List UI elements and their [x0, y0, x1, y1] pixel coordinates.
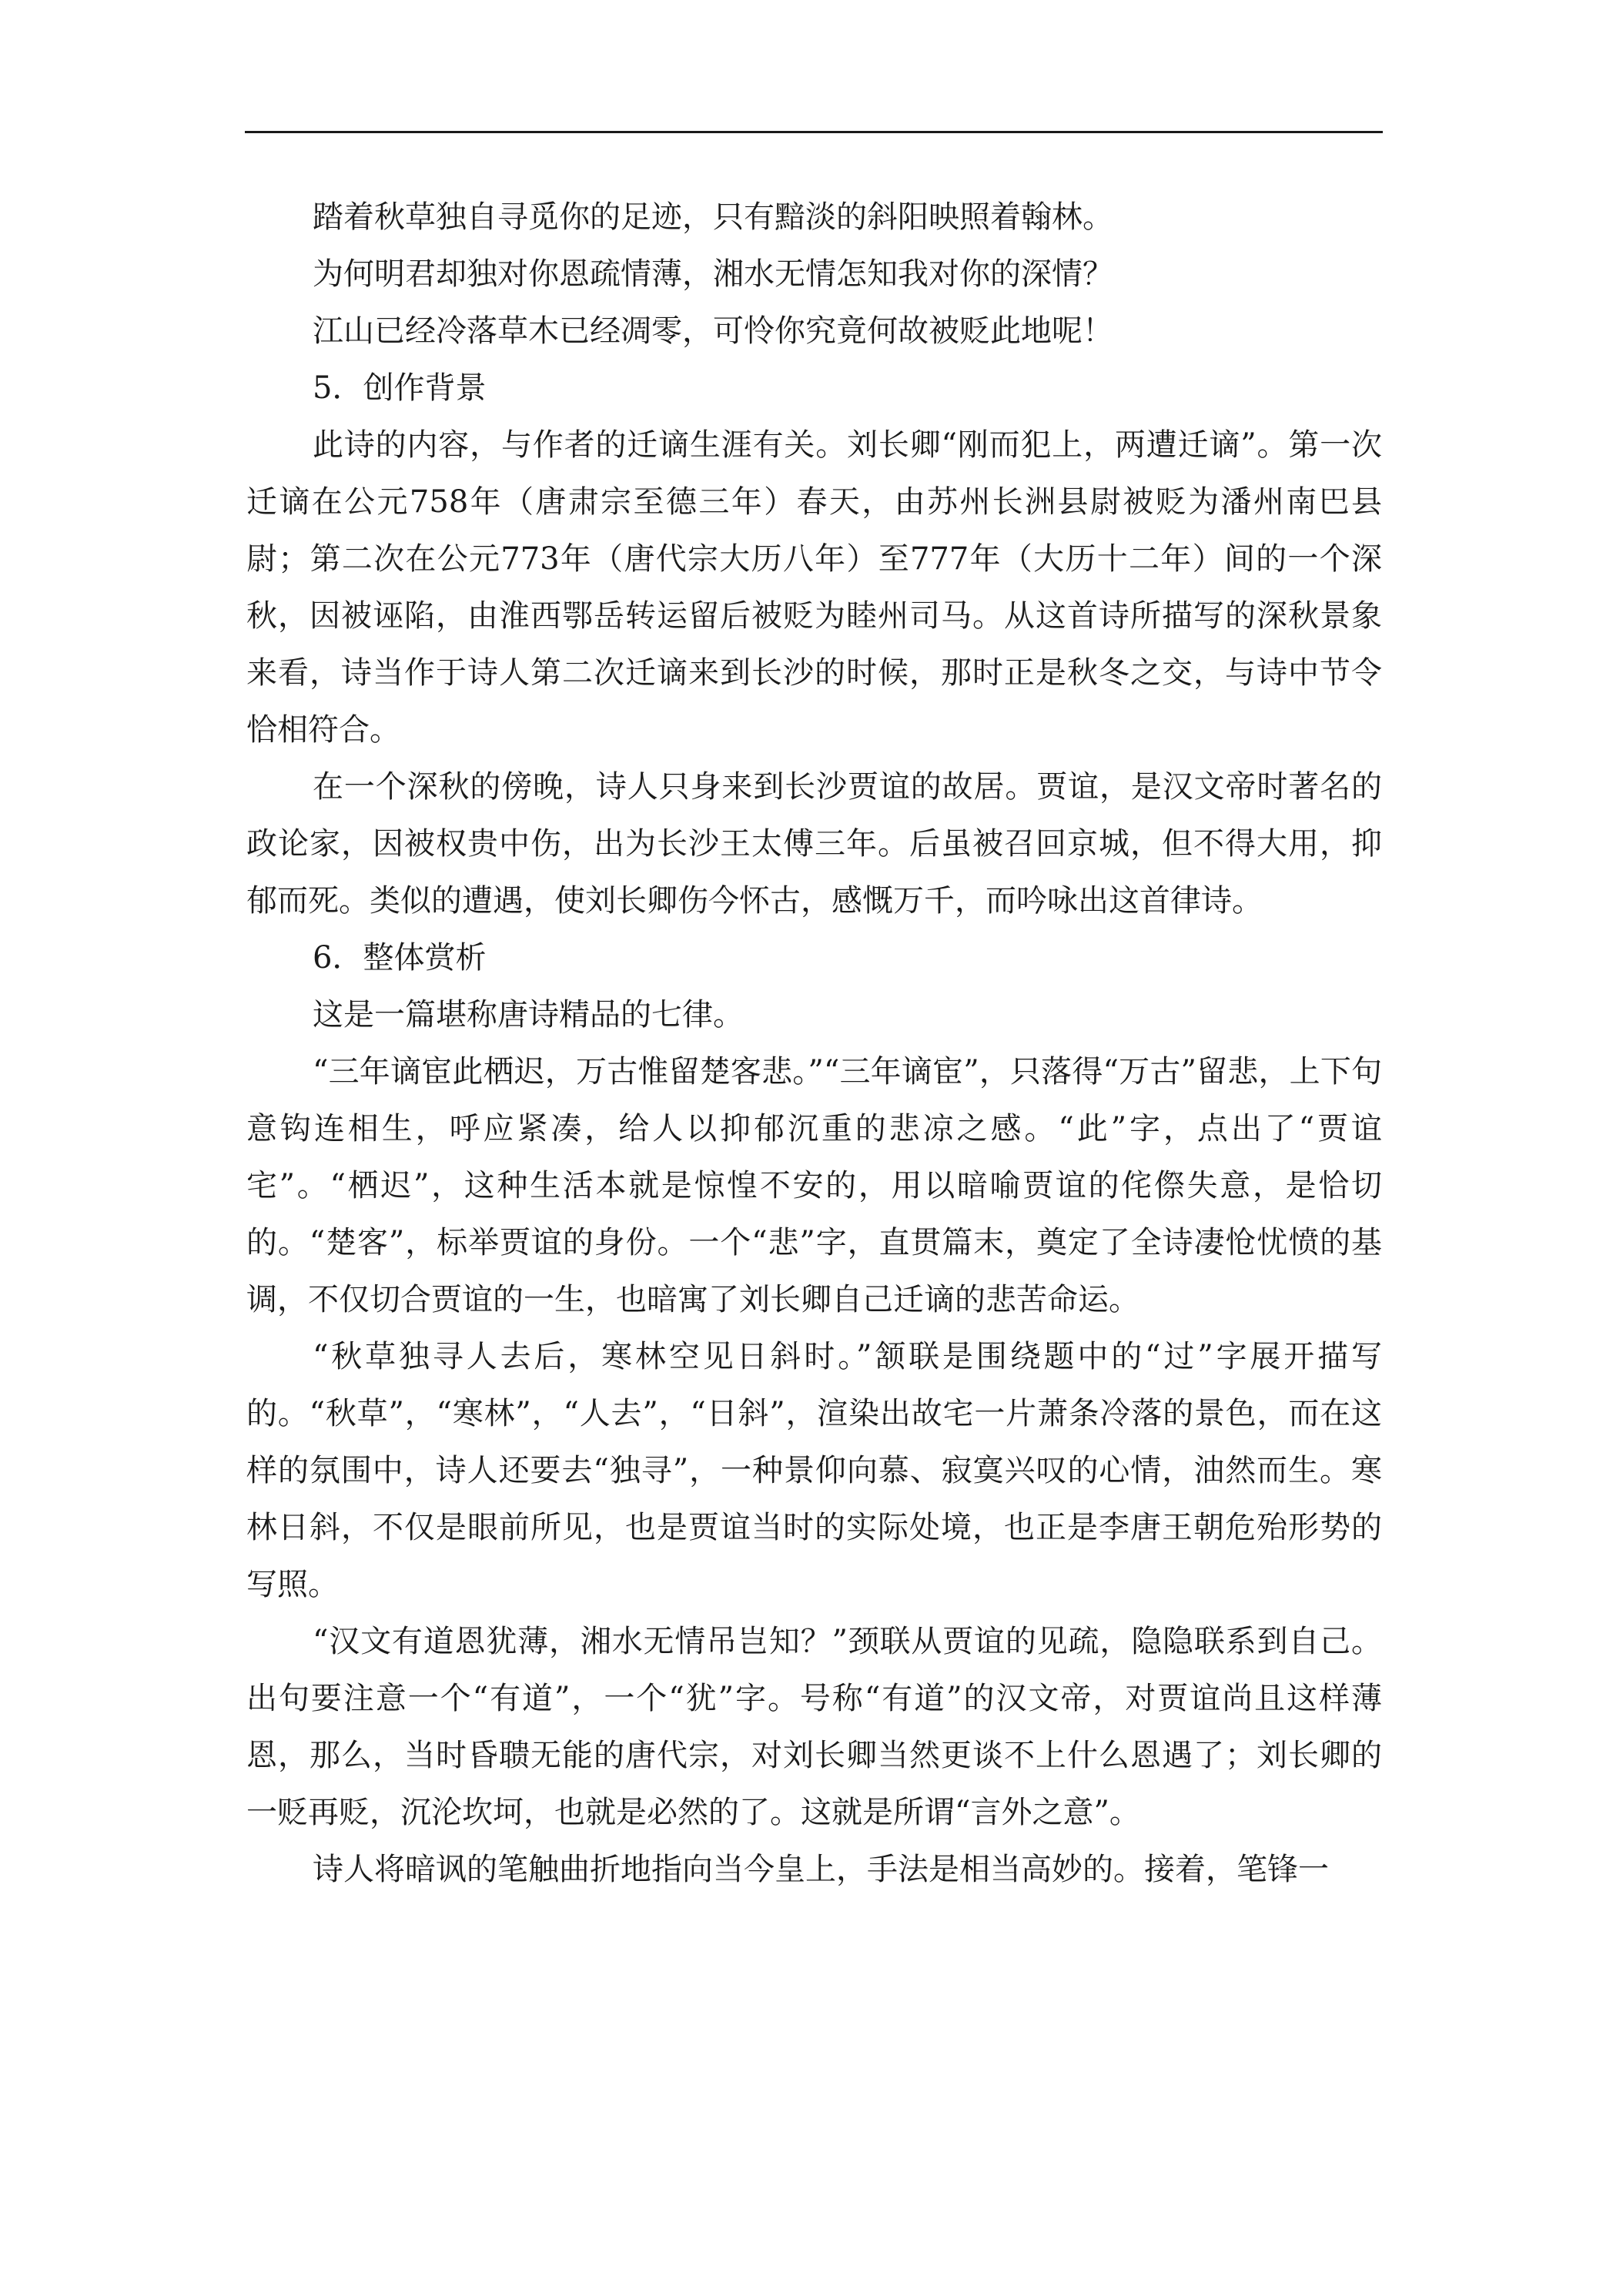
paragraph-background-1: 此诗的内容，与作者的迁谪生涯有关。刘长卿“刚而犯上，两遭迁谪”。第一次迁谪在公元758年（唐肃宗至德三年）春天，由苏州长洲县尉被贬为潘州南巴县尉；第二次在公元773年（唐代宗大历八年）至777年（大历十二年）间的一个深秋，因被诬陷，由淮西鄂岳转运留后被贬为睦州司马。从这首诗所描写的深秋景象来看，诗当作于诗人第二次迁谪来到长沙的时候，那时正是秋冬之交，与诗中节令恰相符合。	[246, 427, 1382, 748]
header-rule	[245, 131, 1383, 133]
paragraph-2: 为何明君却独对你恩疏情薄，湘水无情怎知我对你的深情？	[313, 256, 1113, 292]
section-heading-background: 5．创作背景	[313, 370, 487, 406]
document-body	[246, 189, 1382, 1898]
paragraph-analysis-3: “汉文有道恩犹薄，湘水无情吊岂知？”颈联从贾谊的见疏，隐隐联系到自己。出句要注意一个“有道”，一个“犹”字。号称“有道”的汉文帝，对贾谊尚且这样薄恩，那么，当时昏聩无能的唐代宗，对刘长卿当然更谈不上什么恩遇了；刘长卿的一贬再贬，沉沦坎坷，也就是必然的了。这就是所谓“言外之意”。	[246, 1624, 1382, 1830]
paragraph-analysis-4: 诗人将暗讽的笔触曲折地指向当今皇上，手法是相当高妙的。接着，笔锋一	[313, 1852, 1329, 1887]
paragraph-analysis-intro: 这是一篇堪称唐诗精品的七律。	[313, 997, 744, 1033]
section-heading-analysis: 6．整体赏析	[313, 940, 487, 976]
paragraph-analysis-1: “三年谪宦此栖迟，万古惟留楚客悲。”“三年谪宦”，只落得“万古”留悲，上下句意钩连相生，呼应紧凑，给人以抑郁沉重的悲凉之感。“此”字，点出了“贾谊宅”。“栖迟”，这种生活本就是惊惶不安的，用以暗喻贾谊的侘傺失意，是恰切的。“楚客”，标举贾谊的身份。一个“悲”字，直贯篇末，奠定了全诗凄怆忧愤的基调，不仅切合贾谊的一生，也暗寓了刘长卿自己迁谪的悲苦命运。	[246, 1054, 1382, 1317]
paragraph-analysis-2: “秋草独寻人去后，寒林空见日斜时。”颔联是围绕题中的“过”字展开描写的。“秋草”，“寒林”，“人去”，“日斜”，渲染出故宅一片萧条冷落的景色，而在这样的氛围中，诗人还要去“独寻”，一种景仰向慕、寂寞兴叹的心情，油然而生。寒林日斜，不仅是眼前所见，也是贾谊当时的实际处境，也正是李唐王朝危殆形势的写照。	[246, 1339, 1382, 1602]
paragraph-3: 江山已经冷落草木已经凋零，可怜你究竟何故被贬此地呢！	[313, 313, 1113, 349]
paragraph-1: 踏着秋草独自寻觅你的足迹，只有黯淡的斜阳映照着翰林。	[313, 199, 1113, 235]
paragraph-background-2: 在一个深秋的傍晚，诗人只身来到长沙贾谊的故居。贾谊，是汉文帝时著名的政论家，因被权贵中伤，出为长沙王太傅三年。后虽被召回京城，但不得大用，抑郁而死。类似的遭遇，使刘长卿伤今怀古，感慨万千，而吟咏出这首律诗。	[246, 769, 1382, 919]
